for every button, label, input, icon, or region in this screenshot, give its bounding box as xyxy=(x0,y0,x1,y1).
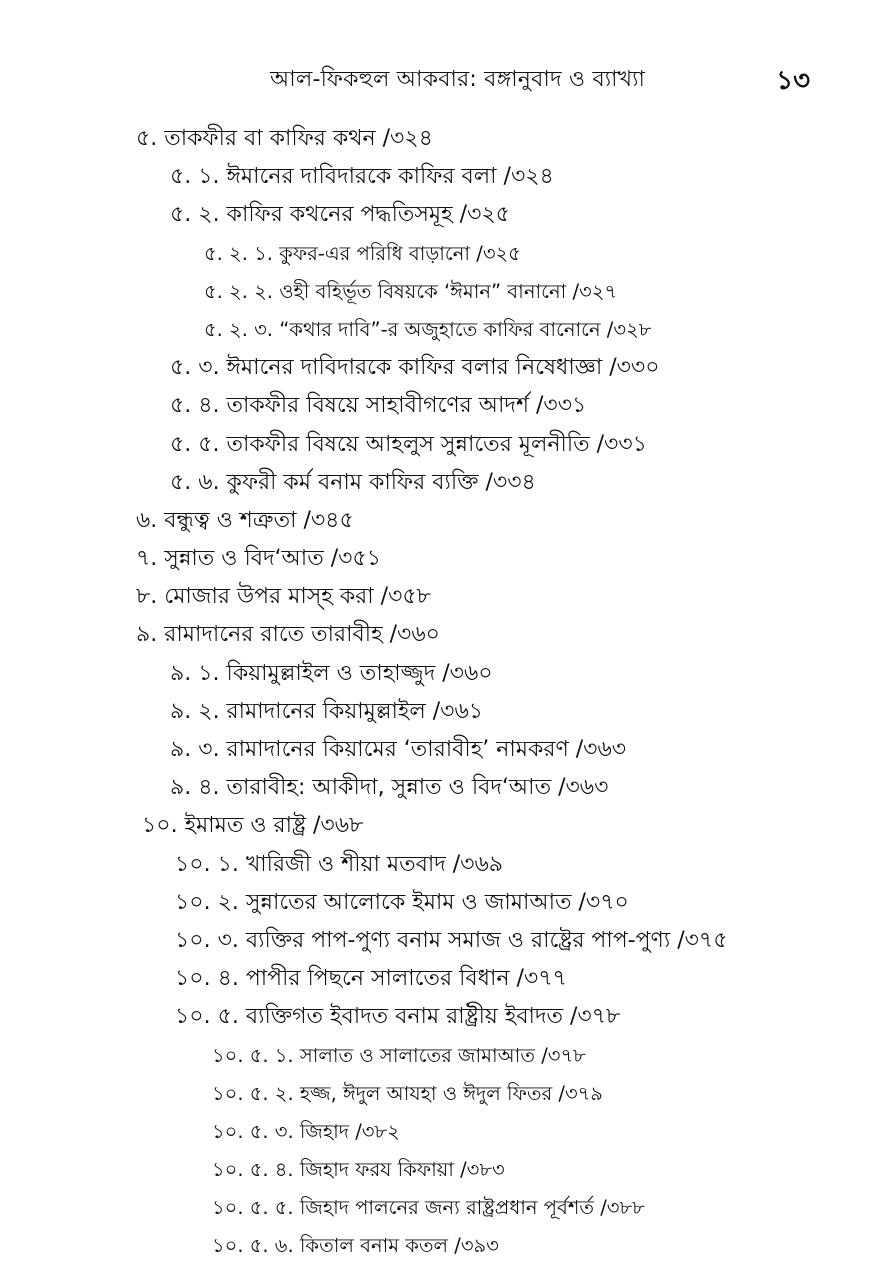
toc-entry: ৫. তাকফীর বা কাফির কথন /৩২৪ xyxy=(136,126,433,151)
toc-entry: ১০. ২. সুন্নাতের আলোকে ইমাম ও জামাআত /৩৭০ xyxy=(175,889,629,915)
toc-entry: ৬. বন্ধুত্ব ও শত্রুতা /৩৪৫ xyxy=(136,507,354,533)
toc-entry: ৯. ৪. তারাবীহ: আকীদা, সুন্নাত ও বিদ‘আত /৩৬৩ xyxy=(170,775,609,801)
toc-entry: ৯. রামাদানের রাতে তারাবীহ /৩৬০ xyxy=(136,622,440,648)
toc-entry: ৫. ২. ৩. “কথার দাবি”-র অজুহাতে কাফির বানোনে /৩২৮ xyxy=(204,317,652,341)
toc-entry: ৫. ৬. কুফরী কর্ম বনাম কাফির ব্যক্তি /৩৩৪ xyxy=(170,469,536,495)
toc-entry: ১০. ৫. ১. সালাত ও সালাতের জামাআত /৩৭৮ xyxy=(212,1043,586,1067)
toc-entry: ৯. ৩. রামাদানের কিয়ামের ‘তারাবীহ’ নামকরণ /৩৬৩ xyxy=(170,737,627,762)
toc-entry: ১০. ৫. ২. হজ্জ, ঈদুল আযহা ও ঈদুল ফিতর /৩৭৯ xyxy=(212,1081,603,1105)
toc-entry: ৮. মোজার উপর মাস্‌হ করা /৩৫৮ xyxy=(136,584,431,610)
toc-entry: ১০. ৫. ৩. জিহাদ /৩৮২ xyxy=(212,1119,400,1143)
page-number: ১৩ xyxy=(776,66,810,96)
toc-entry: ১০. ৫. ব্যক্তিগত ইবাদত বনাম রাষ্ট্রীয় ইবাদত /৩৭৮ xyxy=(175,1004,621,1030)
toc-entry: ৫. ৩. ঈমানের দাবিদারকে কাফির বলার নিষেধাজ্ঞা /৩৩০ xyxy=(170,355,660,381)
toc-entry: ৫. ১. ঈমানের দাবিদারকে কাফির বলা /৩২৪ xyxy=(170,164,554,190)
table-of-contents xyxy=(0,120,870,1266)
toc-entry: ১০. ৩. ব্যক্তির পাপ-পুণ্য বনাম সমাজ ও রাষ্ট্রের পাপ-পুণ্য /৩৭৫ xyxy=(175,927,728,953)
toc-entry: ৭. সুন্নাত ও বিদ‘আত /৩৫১ xyxy=(136,546,381,572)
toc-entry: ১০. ইমামত ও রাষ্ট্র /৩৬৮ xyxy=(142,813,364,839)
toc-entry: ১০. ৫. ৫. জিহাদ পালনের জন্য রাষ্ট্রপ্রধান পূর্বশর্ত /৩৮৮ xyxy=(212,1196,645,1220)
toc-entry: ৫. ৫. তাকফীর বিষয়ে আহলুস সুন্নাতের মূলনীতি /৩৩১ xyxy=(170,431,647,457)
toc-entry: ১০. ১. খারিজী ও শীয়া মতবাদ /৩৬৯ xyxy=(175,851,504,877)
toc-entry: ১০. ৫. ৪. জিহাদ ফরয কিফায়া /৩৮৩ xyxy=(212,1158,505,1182)
running-head-title: আল-ফিকহুল আকবার: বঙ্গানুবাদ ও ব্যাখ্যা xyxy=(270,67,646,92)
toc-entry: ৯. ১. কিয়ামুল্লাইল ও তাহাজ্জুদ /৩৬০ xyxy=(170,660,493,686)
toc-entry: ১০. ৫. ৬. কিতাল বনাম কতল /৩৯৩ xyxy=(212,1234,499,1258)
toc-entry: ৯. ২. রামাদানের কিয়ামুল্লাইল /৩৬১ xyxy=(170,698,484,724)
toc-entry: ৫. ২. কাফির কথনের পদ্ধতিসমূহ /৩২৫ xyxy=(170,202,510,228)
toc-entry: ৫. ৪. তাকফীর বিষয়ে সাহাবীগণের আদর্শ /৩৩১ xyxy=(170,393,587,419)
toc-entry: ৫. ২. ২. ওহী বহির্ভূত বিষয়কে ‘ঈমান” বানানো /৩২৭ xyxy=(204,279,618,303)
toc-entry: ৫. ২. ১. কুফর-এর পরিধি বাড়ানো /৩২৫ xyxy=(204,241,521,265)
toc-entry: ১০. ৪. পাপীর পিছনে সালাতের বিধান /৩৭৭ xyxy=(175,966,567,992)
